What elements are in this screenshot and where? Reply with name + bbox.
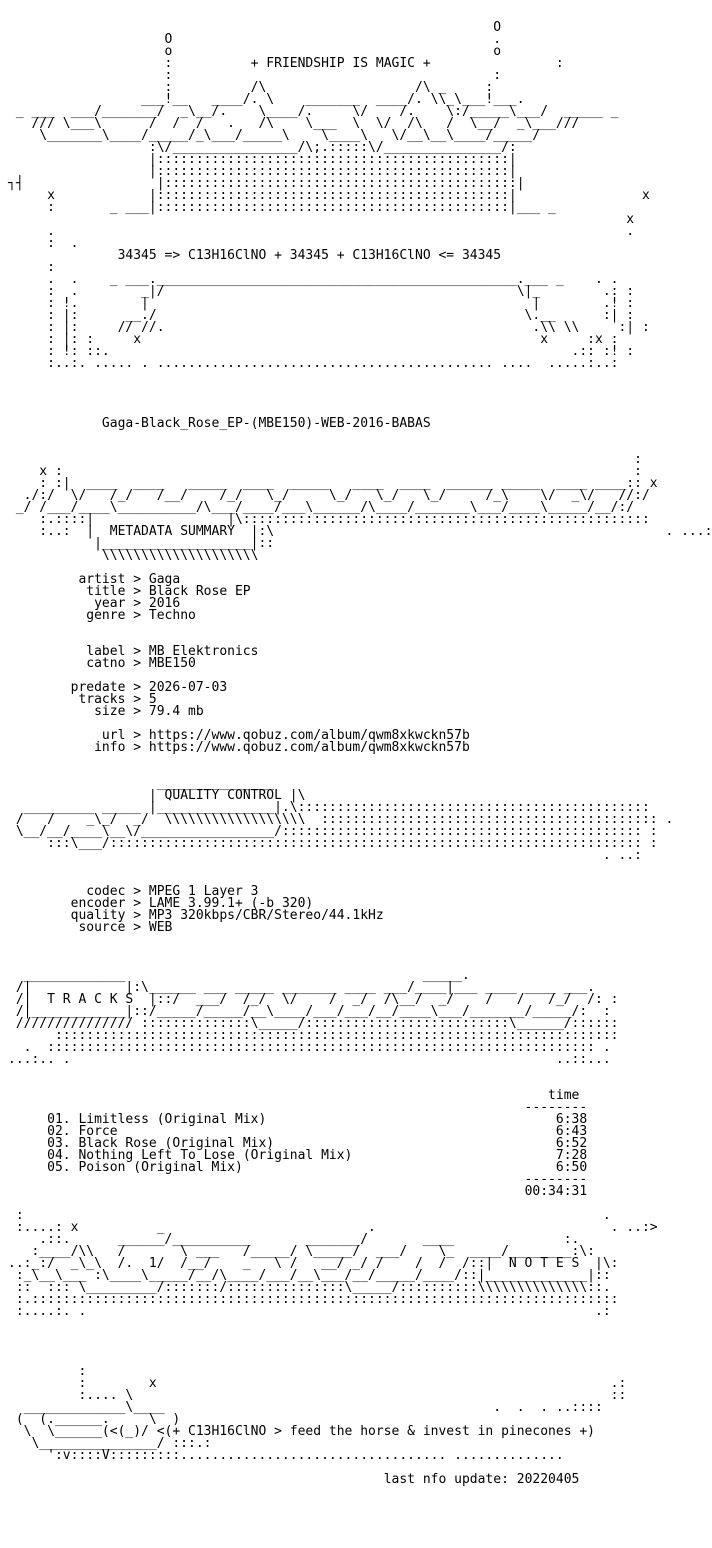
tracks-heading: T R A C K S	[47, 992, 134, 1007]
track-number: 03.	[47, 1136, 71, 1151]
track-time: 7:28	[555, 1148, 588, 1163]
metadata-art: : x : : : :| ____ ____ _____ ____ _____ ____ ____ ______ _____ ____ ____:: x ./:/ \/ /_/ /__/ /_/ \_/ \_/ \_/ \_/ /_\ \/ _\/ //:/ _/ /___/____\__________/\___/____/___\______/\____/_______\___/____\_____/__/:/ :.::::| |\::::::::::::::::::::::::::::::::::::::::::::::::::::	[15, 452, 658, 527]
meta-size: 79.4 mb	[148, 704, 204, 719]
header-title: + FRIENDSHIP IS MAGIC +	[250, 56, 431, 71]
track-title: Black Rose (Original Mix)	[78, 1136, 275, 1151]
track-number: 02.	[47, 1124, 71, 1139]
metadata-art-bottom: |___________________|:: \\\\\\\\\\\\\\\\\\\\	[94, 536, 275, 563]
quality-art: _________ _____ |_______________|.\::::::::::::::::::::::::::::::::::::::::::::: / / _\_/ _/ \\\\\\\\\\\\\\\\\\ ::::::::::::::::::::::::::::::::::::::::::: . \__/__/____\__\/_________________/:::::::::::::::::::::::::::::::::::::::::::::: : :::\___/:::::::::::::::::::::::::::::::::::::::::::::::::::::::::::::::::::: : . ..:	[15, 800, 674, 863]
notes-heading: N O T E S	[508, 1256, 580, 1271]
qc-quality: MP3 320kbps/CBR/Stereo/44.1kHz	[148, 908, 384, 923]
metadata-heading: METADATA SUMMARY	[109, 524, 235, 539]
track-time: 6:50	[555, 1160, 588, 1175]
footer-tagline: C13H16ClNO > feed the horse & invest in pinecones	[188, 1424, 572, 1439]
quality-art-top: _______________	[156, 776, 275, 791]
meta-predate: 2026-07-03	[148, 680, 228, 695]
track-number: 05.	[47, 1160, 71, 1175]
track-time: 6:52	[555, 1136, 588, 1151]
track-title: Nothing Left To Lose (Original Mix)	[78, 1148, 353, 1163]
tracks-art: /|____________|::/_____/_____/__\____/___/___/__/____\___/_______/_____/: : /////////////// ::::::::::::::\_____/::::::::::::::::::::::::::\______/:::::: :::::::::::::::::::::::::::::::::::::::::::::::::::::::::::::::::::::::: . :::::::::::::::::::::::::::::::::::::::::::::::::::::::::::::::::::::: . ...:.. . ..::...	[8, 1004, 619, 1067]
meta-year: 2016	[148, 596, 181, 611]
top-art-antennas: O O . o o	[164, 20, 502, 59]
track-time: 6:38	[555, 1112, 588, 1127]
total-time: 00:34:31	[524, 1184, 588, 1199]
nfo-document: O O . o o : + FRIENDSHIP IS MAGIC + : : : : /\ /\ _ : ___!__ ____/. \ _______ ____/. \\_\___!___. _ ___ ___/_______/ _\__/. \____/. \/ /. \:/_____\___/ _____ _ /// \___\ / / / . /\ \___ \ \/ /\ / \__/ _\___/// \_______\____/_____/_\___/_____\ \____\ \/__\__\____/_____/ :\/________________/\;.:::::\/_______________/: |:::::::::::::::::::::::::::::::::::::::::::::| |:::::::::::::::::::::::::::::::::::::::::::::| ┐┤ |:::::::::::::::::::::::::::::::::::::::::::::| x |:::::::::::::::::::::::::::::::::::::::::::::| x : _ ___|:::::::::::::::::::::::::::::::::::::::::::::|___ _ x . . : . 34345 => C13H16ClNO + 34345 + C13H16ClNO <= 34345 : . . _ ___.______________________________________________.___ _ . . : . _|/ \|_ .: : : !. | | .! : : |: __./ \.__ :| : : |: // //. .\\ \\ :| : : |: : x x :x : : !: ::. .:: :! : :..:. ..... . ........................................... .... .....:..: Gaga-Black_Rose_EP-(MBE150)-WEB-2016-BABAS : x : : : :| ____ ____ _____ ____ _____ ____ ____ ______ _____ ____ ____:: x ./:/ \/ /_/ /__/ /_/ \_/ \_/ \_/ \_/ /_\ \/ _\/ //:/ _/ /___/____\__________/\___/____/___\______/\____/_______\___/____\_____/__/:/ :.::::| |\:::::::::::::::::::::::::::::::::::::::::::::::::::: :..: | METADATA SUMMARY |:\ . ...: |___________________|:: \\\\\\\\\\\\\\\\\\\\ artist > Gaga title > Black Rose EP year > 2016 genre > Techno label > MB Elektronics catno > MBE150 predate > 2026-07-03 tracks > 5 size > 79.4 mb url > https://www.qobuz.com/album/qwm8xkwckn57b info > https://www.qobuz.com/album/qwm8xkwckn57b _______________ | QUALITY CONTROL |\ _________ _____ |_______________|.\::::::::::::::::::::::::::::::::::::::::::::: / / _\_/ _/ \\\\\\\\\\\\\\\\\\ ::::::::::::::::::::::::::::::::::::::::::: . \__/__/____\__\/_________________/:::::::::::::::::::::::::::::::::::::::::::::: : :::\___/:::::::::::::::::::::::::::::::::::::::::::::::::::::::::::::::::::: : . ..: codec > MPEG 1 Layer 3 encoder > LAME 3.99.1+ (-b 320) quality > MP3 320kbps/CBR/Stereo/44.1kHz source > WEB _____________ _____. /| |:\______ ___ _____ _______ ____ ___/____|___ ____ ____ ___. /| T R A C K S |::/ ___/ /_/ \/ / _/ /\__/ _/ / / /_/ /: : /|____________|::/_____/_____/__\____/___/___/__/____\___/_______/_____/: : /////////////// ::::::::::::::\_____/::::::::::::::::::::::::::\______/:::::: :::::::::::::::::::::::::::::::::::::::::::::::::::::::::::::::::::::::: . :::::::::::::::::::::::::::::::::::::::::::::::::::::::::::::::::::::: . ...:.. . ..::... time -------- 01. Limitless (Original Mix) 6:38 02. Force 6:43 03. Black Rose (Original Mix) 6:52 04. Nothing Left To Lose (Original Mix) 7:28 05. Poison (Original Mix) 6:50 -------- 00:34:31 : . :....: x _ . . ..:> .::. ______/__________ _______/ ____ :. :____/\\ / \ ___ /_____/ \_____/ ___/ \_ ____/________:\: ..:_:/ _\_\ /. 1/ /__/ _ \ / __/ _/ / / / /::| N O T E S |\: :_\__\___ :\____\_____/__/\____/___/__\___/__/_____/____/::|_____________|:: :: ::: \_________/:::::::/:::::::::::::::\_____/::::::::::\\\\\\\\\\\\\\::. :.::::::::::::::::::::::::::::::::::::::::::::::::::::::::::::::::::::::::::: :....:. . .: : : x .: :.... \ :: _____________\____ . . . ..:::: ( (.______. \ ) \ \______(<(_)/ <(+ C13H16ClNO > feed the horse & invest in pinecones +) \_______________/ :::.: ':v::::V:::::::::.................................. .............. last nfo update: 20220405	[8, 20, 712, 1487]
meta-title: Black Rose EP	[148, 584, 251, 599]
track-title: Limitless (Original Mix)	[78, 1112, 267, 1127]
qc-encoder: LAME 3.99.1+ (-b 320)	[148, 896, 314, 911]
meta-genre: Techno	[148, 608, 196, 623]
track-number: 04.	[47, 1148, 71, 1163]
footer-art-bottom: \_______________/ :::.: ':v::::V:::::::::.................................. ..............	[31, 1436, 564, 1463]
time-header: time	[548, 1088, 580, 1103]
meta-info: https://www.qobuz.com/album/qwm8xkwckn57b	[148, 740, 470, 755]
notes-art-top: : . :....: x _ . . ..:> .::. ______/__________ _______/ ____ :. :____/\\ / \ ___ /_____/ \_____/ ___/ \_ ____/________:\:	[15, 1208, 658, 1259]
footer-art: : : x .: :.... \ :: _____________\____ . . . ..:::: ( (.______. \ )	[15, 1364, 627, 1427]
quality-heading: QUALITY CONTROL	[164, 788, 282, 803]
top-art-logo: : : : /\ /\ _ : ___!__ ____/. \ _______ ____/. \\_\___!___. _ ___ ___/_______/ _\__/. \____/. \/ /. \:/_____\___/ _____ _ /// \___\ / / / . /\ \___ \ \/ /\ / \__/ _\___/// \_______\____/_____/_\___/_____\ \____\ \/__\__\____/_____/ :\/________________/\;.:::::\/_______________/: |:::::::::::::::::::::::::::::::::::::::::::::| |:::::::::::::::::::::::::::::::::::::::::::::| ┐┤ |:::::::::::::::::::::::::::::::::::::::::::::| x |:::::::::::::::::::::::::::::::::::::::::::::| x : _ ___|:::::::::::::::::::::::::::::::::::::::::::::|___ _ x . . : .	[8, 68, 650, 251]
tracks-art-top: _____________ _____. /| |:\______ ___ _____ _______ ____ ___/____|___ ____ ____ ___.	[15, 968, 595, 995]
release-name: Gaga-Black_Rose_EP-(MBE150)-WEB-2016-BABAS	[101, 416, 431, 431]
meta-artist: Gaga	[148, 572, 181, 587]
meta-tracks: 5	[148, 692, 157, 707]
qc-codec: MPEG 1 Layer 3	[148, 884, 259, 899]
bridge-art: : . . _ ___.______________________________________________.___ _ . . : . _|/ \|_ .: : : !. | | .! : : |: __./ \.__ :| : : |: // //. .\\ \\ :| : : |: : x x :x : : !: ::. .:: :! : :..:. ..... . ........................................... .... .....:..:	[47, 260, 650, 371]
track-time: 6:43	[555, 1124, 588, 1139]
meta-catno: MBE150	[148, 656, 196, 671]
meta-url: https://www.qobuz.com/album/qwm8xkwckn57b	[148, 728, 470, 743]
qc-source: WEB	[148, 920, 173, 935]
formula-line: 34345 => C13H16ClNO + 34345 + C13H16ClNO <= 34345	[117, 248, 502, 263]
track-number: 01.	[47, 1112, 71, 1127]
meta-label: MB Elektronics	[148, 644, 259, 659]
track-title: Poison (Original Mix)	[78, 1160, 243, 1175]
notes-art: :_\__\___ :\____\_____/__/\____/___/__\___/__/_____/____/::|_____________|:: :: ::: \_________/:::::::/:::::::::::::::\_____/::::::::::\\\\\\\\\\\\\\::. :.::::::::::::::::::::::::::::::::::::::::::::::::::::::::::::::::::::::::::: :....:. . .:	[15, 1268, 619, 1319]
last-update: last nfo update: 20220405	[383, 1472, 580, 1487]
track-title: Force	[78, 1124, 118, 1139]
